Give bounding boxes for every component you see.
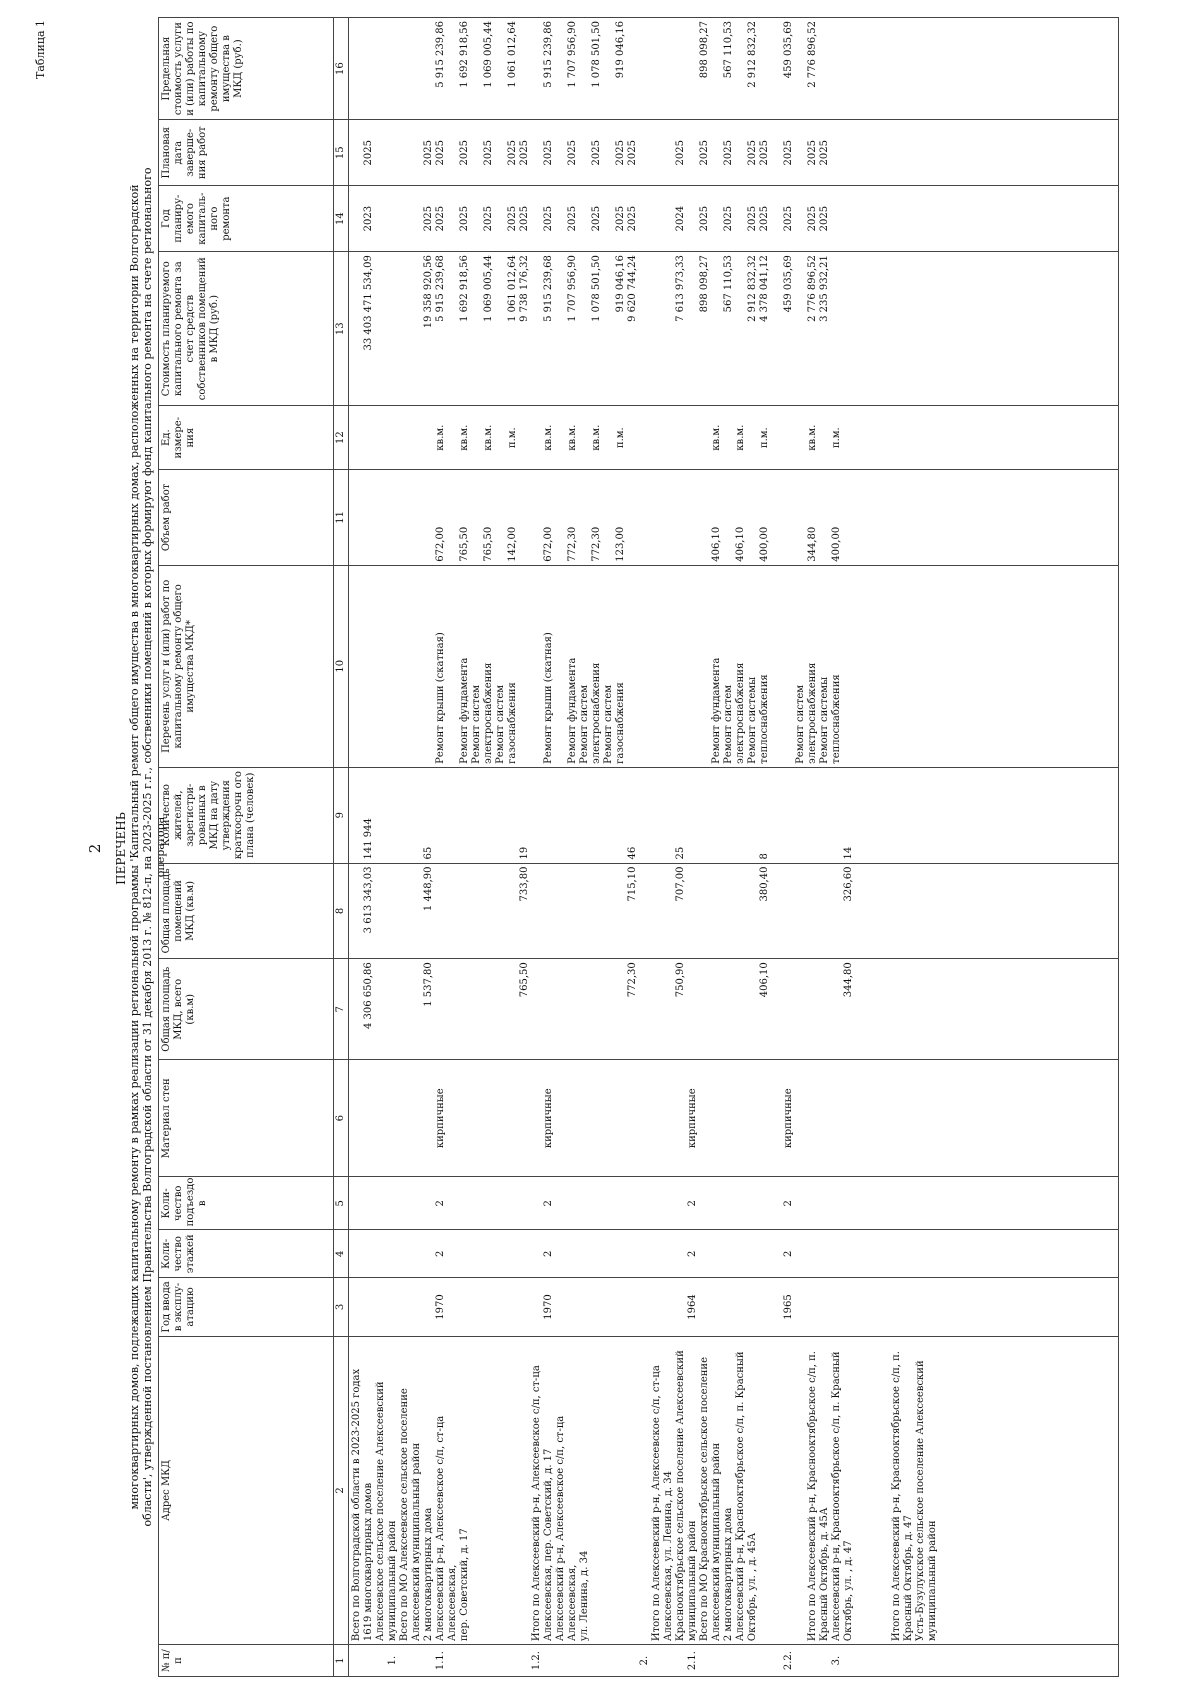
total-area-column: 4 306 650,86 1 537,80 765,50 772,30 750,90 406,10 344,80 <box>349 959 1119 1060</box>
column-number: 14 <box>334 186 349 252</box>
header-cell: Предельная стоимость услуги и (или) работы по капитальному ремонту общего имущества в МКД (руб.) <box>159 18 334 120</box>
column-number: 2 <box>334 1336 349 1644</box>
buildings-table <box>158 17 1119 1677</box>
repair-cost-column: 33 403 471 534,09 19 358 920,56 5 915 239,68 1 692 918,56 1 069 005,44 1 061 012,64 9 738 176,32 5 915 239,68 1 707 956,90 1 078 501,50 919 046,16 9 620 744,24 7 613 973,33 898 098,27 567 110,53 2 912 832,32 4 378 041,12 459 035,69 2 776 896,52 3 235 932,21 <box>349 252 1119 406</box>
wall-material-column: кирпичные кирпичные кирпичные кирпичные <box>349 1060 1119 1177</box>
residents-column: 141 944 65 19 46 25 8 14 <box>349 767 1119 863</box>
completion-date-column: 2025 2025 2025 2025 2025 2025 2025 2025 2025 2025 2025 2025 2025 2025 2025 2025 2025 2025 2025 2025 <box>349 120 1119 186</box>
document-subtitle: многоквартирных домов, подлежащих капитальному ремонту в рамках реализации региональной программы 'Капитальный ремонт общего имущества в многоквартирных домах, расположенных на территории Волгоградской области', утвержденной постановлением Правительства Волгоградской области от 31 декабря 2013 г. № 812-п, на 2023-2025 г.г., собственники помещений в которых формируют фонд капитального ремонта на счете регионального оператора <box>128 167 167 1527</box>
header-cell: Общая площадь помещений МКД (кв.м) <box>159 863 334 959</box>
document-title: ПЕРЕЧЕНЬ <box>114 812 128 885</box>
page-number: 2 <box>86 843 104 854</box>
column-number: 10 <box>334 565 349 767</box>
work-volume-column: 672,00 765,50 765,50 142,00 672,00 772,30 772,30 123,00 406,10 406,10 400,00 344,80 400,00 <box>349 470 1119 566</box>
column-number: 4 <box>334 1230 349 1278</box>
column-number: 13 <box>334 252 349 406</box>
column-number: 1 <box>334 1645 349 1677</box>
column-number: 3 <box>334 1278 349 1336</box>
header-cell: Коли-чество подъездо в <box>159 1177 334 1230</box>
header-cell: Год ввода в эксплу-атацию <box>159 1278 334 1336</box>
header-cell: Объем работ <box>159 470 334 566</box>
header-cell: Адрес МКД <box>159 1336 334 1644</box>
header-cell: Плановая дата заверше-ния работ <box>159 120 334 186</box>
column-number: 8 <box>334 863 349 959</box>
header-cell: Год планиру-емого капиталь-ного ремонта <box>159 186 334 252</box>
column-number: 12 <box>334 406 349 470</box>
header-cell: Перечень услуг и (или) работ по капитальному ремонту общего имущества МКД* <box>159 565 334 767</box>
header-cell: Количество жителей, зарегистри-рованных в МКД на дату утверждения краткосрочн ого плана (человек) <box>159 767 334 863</box>
column-number: 6 <box>334 1060 349 1177</box>
header-row <box>159 18 334 1677</box>
row-number-column: 1. 1.1. 1.2. 2. 2.1. 2.2. 3. <box>349 1645 1119 1677</box>
header-cell: Материал стен <box>159 1060 334 1177</box>
column-number: 16 <box>334 18 349 120</box>
header-cell: Общая площадь МКД, всего (кв.м) <box>159 959 334 1060</box>
column-number: 9 <box>334 767 349 863</box>
column-number: 5 <box>334 1177 349 1230</box>
header-cell: Коли-чество этажей <box>159 1230 334 1278</box>
max-cost-column: 5 915 239,86 1 692 918,56 1 069 005,44 1 061 012,64 5 915 239,86 1 707 956,90 1 078 501,50 919 046,16 898 098,27 567 110,53 2 912 832,32 459 035,69 2 776 896,52 <box>349 18 1119 120</box>
column-number: 15 <box>334 120 349 186</box>
works-list-column: Ремонт крыши (скатная) Ремонт фундамента Ремонт систем электроснабжения Ремонт систем газоснабжения Ремонт крыши (скатная) Ремонт фундамента Ремонт систем электроснабжения Ремонт систем газоснабжения Ремонт фундамента Ремонт систем электроснабжения Ремонт системы теплоснабжения Ремонт систем электроснабжения Ремонт системы теплоснабжения <box>349 565 1119 767</box>
header-cell: Ед. измере-ния <box>159 406 334 470</box>
column-number-row <box>334 18 349 1677</box>
column-number: 7 <box>334 959 349 1060</box>
floors-column: 2 2 2 2 <box>349 1230 1119 1278</box>
table-body-row <box>349 18 1119 1677</box>
address-column: Всего по Волгоградской области в 2023-2025 годах 1619 многоквартирных домов Алексеевское сельское поселение Алексеевский муниципальный район Всего по МО Алексеевское сельское поселение Алексеевский муниципальный район 2 многоквартирных дома Алексеевский р-н, Алексеевское с/п, ст-ца Алексеевская, пер. Советский, д. 17 Итого по Алексеевский р-н, Алексеевское с/п, ст-ца Алексеевская, пер. Советский, д. 17 Алексеевский р-н, Алексеевское с/п, ст-ца Алексеевская, ул. Ленина, д. 34 Итого по Алексеевский р-н, Алексеевское с/п, ст-ца Алексеевская, ул. Ленина, д. 34 Краснооктябрьское сельское поселение Алексеевский муниципальный район Всего по МО Краснооктябрьское сельское поселение Алексеевский муниципальный район 2 многоквартирных дома Алексеевский р-н, Краснооктябрьское с/п, п. Красный Октябрь, ул. , д. 45А Итого по Алексеевский р-н, Краснооктябрьское с/п, п. Красный Октябрь, д. 45А Алексеевский р-н, Краснооктябрьское с/п, п. Красный Октябрь, ул. , д. 47 Итого по Алексеевский р-н, Краснооктябрьское с/п, п. Красный Октябрь, д. 47 Усть-Бузулукское сельское поселение Алексеевский муниципальный район <box>349 1336 1119 1644</box>
repair-year-column: 2023 2025 2025 2025 2025 2025 2025 2025 2025 2025 2025 2025 2024 2025 2025 2025 2025 2025 2025 2025 <box>349 186 1119 252</box>
header-cell: Стоимость планируемого капитального ремонта за счет средств собственников помещений в МКД (руб.) <box>159 252 334 406</box>
premises-area-column: 3 613 343,03 1 448,90 733,80 715,10 707,00 380,40 326,60 <box>349 863 1119 959</box>
year-built-column: 1970 1970 1964 1965 <box>349 1278 1119 1336</box>
entrances-column: 2 2 2 2 <box>349 1177 1119 1230</box>
unit-column: кв.м. кв.м. кв.м. п.м. кв.м. кв.м. кв.м. п.м. кв.м. кв.м. п.м. кв.м. п.м. <box>349 406 1119 470</box>
table-label: Таблица 1 <box>34 20 47 79</box>
column-number: 11 <box>334 470 349 566</box>
header-cell: № п/п <box>159 1645 334 1677</box>
